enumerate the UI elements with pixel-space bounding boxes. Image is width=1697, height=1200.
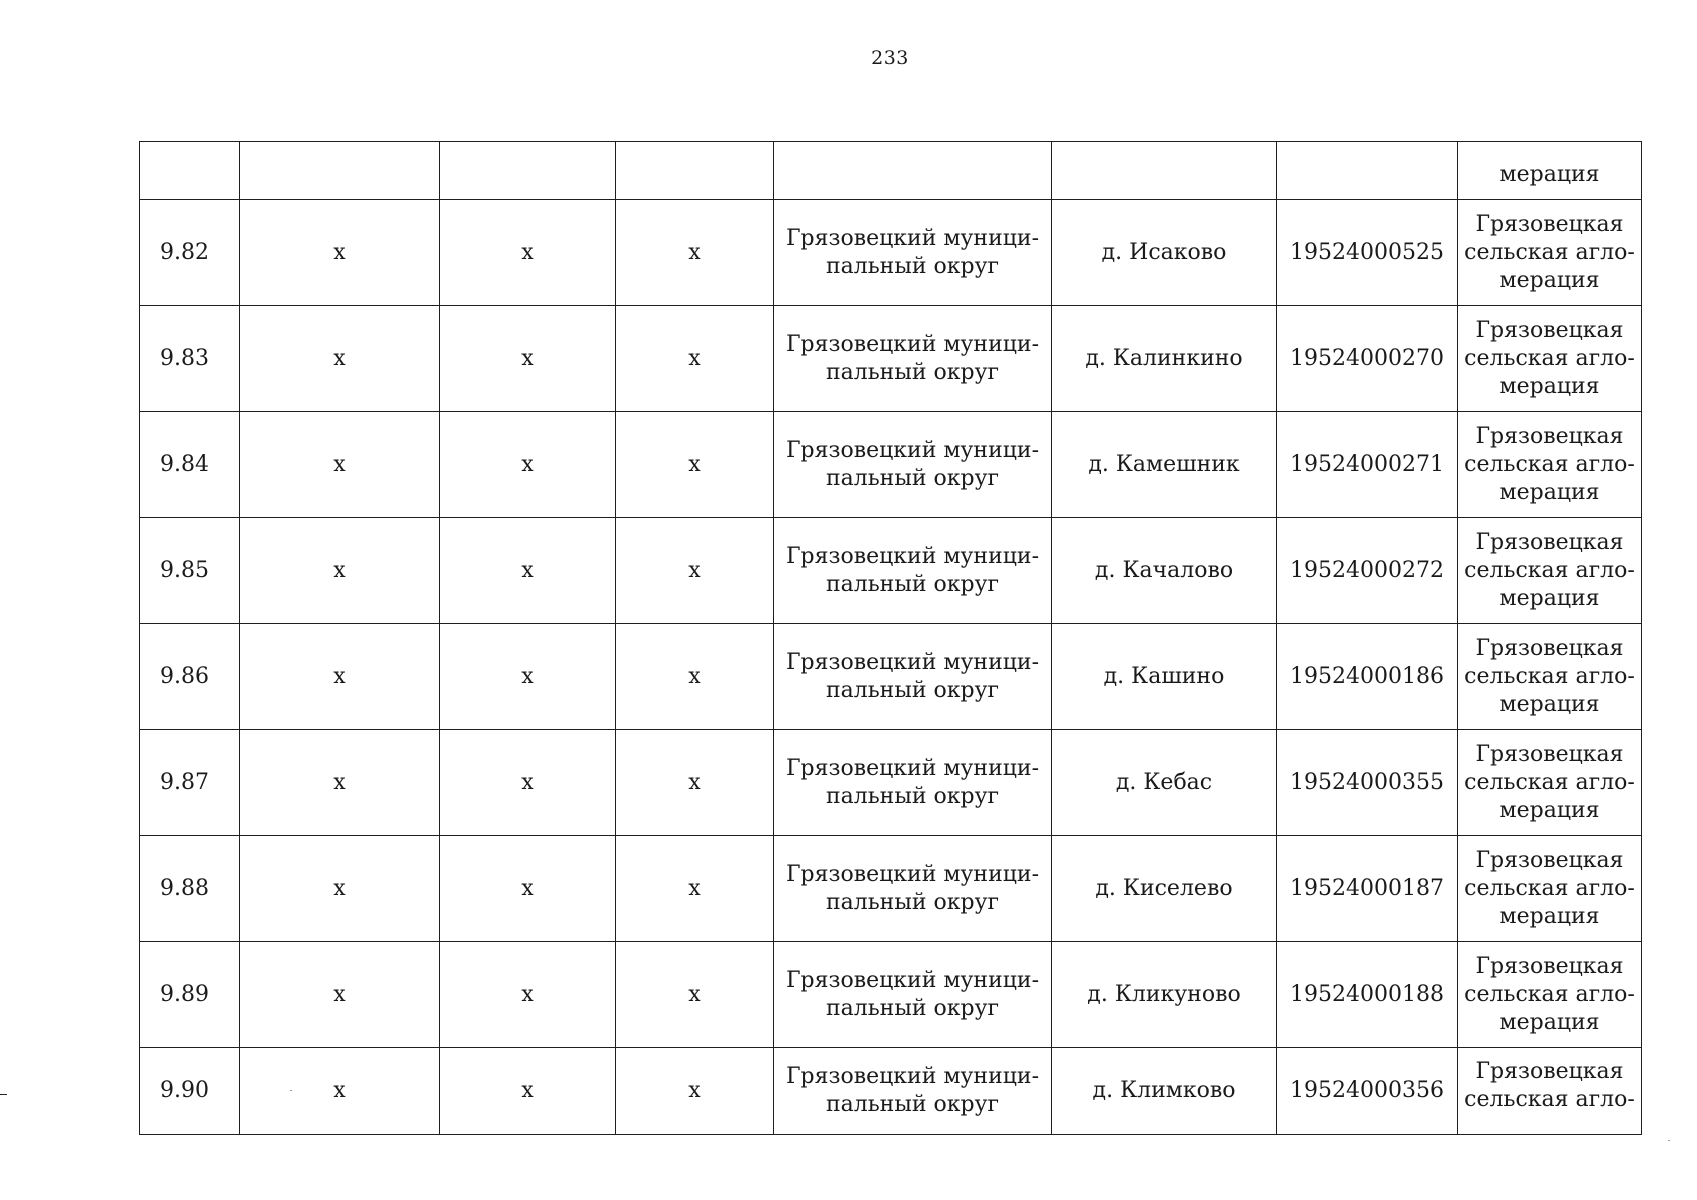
x-cell: х [240,412,440,518]
code-cell: 19524000187 [1277,836,1458,942]
x-cell: х [616,1048,774,1135]
table-row [140,836,1642,942]
row-number-cell: 9.87 [140,730,240,836]
x-cell: х [440,942,616,1048]
table-cell [616,142,774,200]
code-cell: 19524000525 [1277,200,1458,306]
district-cell: Грязовецкий муници- пальный округ [774,1048,1052,1135]
x-cell: х [240,624,440,730]
settlements-table [139,141,1642,1135]
district-cell: Грязовецкий муници- пальный округ [774,730,1052,836]
x-cell: х [616,624,774,730]
table-body [140,142,1642,1135]
code-cell: 19524000355 [1277,730,1458,836]
x-cell: х [616,518,774,624]
code-cell: 19524000272 [1277,518,1458,624]
settlement-cell: д. Исаково [1052,200,1277,306]
agglomeration-cell: Грязовецкая сельская агло- мерация [1458,730,1642,836]
x-cell: х [440,200,616,306]
x-cell: х [440,412,616,518]
district-cell: Грязовецкий муници- пальный округ [774,200,1052,306]
settlement-cell: д. Киселево [1052,836,1277,942]
row-number-cell: 9.85 [140,518,240,624]
agglomeration-cell: Грязовецкая сельская агло- мерация [1458,942,1642,1048]
row-number-cell: 9.84 [140,412,240,518]
x-cell: х [240,1048,440,1135]
table-row [140,200,1642,306]
code-cell: 19524000186 [1277,624,1458,730]
row-number-cell: 9.86 [140,624,240,730]
district-cell: Грязовецкий муници- пальный округ [774,942,1052,1048]
settlement-cell: д. Климково [1052,1048,1277,1135]
x-cell: х [440,1048,616,1135]
table-cell [1052,142,1277,200]
settlement-cell: д. Калинкино [1052,306,1277,412]
x-cell: х [440,836,616,942]
x-cell: х [240,836,440,942]
settlement-cell: д. Кликуново [1052,942,1277,1048]
table-row [140,518,1642,624]
district-cell: Грязовецкий муници- пальный округ [774,412,1052,518]
table-row [140,624,1642,730]
code-cell: 19524000270 [1277,306,1458,412]
x-cell: х [240,200,440,306]
table-cell [240,142,440,200]
settlement-cell: д. Камешник [1052,412,1277,518]
agglomeration-cell: мерация [1458,142,1642,200]
x-cell: х [440,518,616,624]
district-cell: Грязовецкий муници- пальный округ [774,306,1052,412]
row-number-cell: 9.89 [140,942,240,1048]
district-cell: Грязовецкий муници- пальный округ [774,836,1052,942]
code-cell: 19524000271 [1277,412,1458,518]
row-number-cell: 9.90 [140,1048,240,1135]
continuation-row [140,142,1642,200]
agglomeration-cell: Грязовецкая сельская агло- мерация [1458,412,1642,518]
district-cell: Грязовецкий муници- пальный округ [774,624,1052,730]
x-cell: х [616,412,774,518]
row-number-cell: 9.82 [140,200,240,306]
agglomeration-cell: Грязовецкая сельская агло- [1458,1048,1642,1135]
x-cell: х [440,306,616,412]
settlement-cell: д. Кашино [1052,624,1277,730]
agglomeration-cell: Грязовецкая сельская агло- мерация [1458,518,1642,624]
table-row [140,730,1642,836]
table-row [140,306,1642,412]
x-cell: х [616,942,774,1048]
district-cell: Грязовецкий муници- пальный округ [774,518,1052,624]
agglomeration-cell: Грязовецкая сельская агло- мерация [1458,306,1642,412]
x-cell: х [240,730,440,836]
table-row [140,942,1642,1048]
agglomeration-cell: Грязовецкая сельская агло- мерация [1458,836,1642,942]
row-number-cell: 9.83 [140,306,240,412]
table-cell [140,142,240,200]
code-cell: 19524000356 [1277,1048,1458,1135]
x-cell: х [616,730,774,836]
settlement-cell: д. Качалово [1052,518,1277,624]
table-cell [774,142,1052,200]
agglomeration-cell: Грязовецкая сельская агло- мерация [1458,624,1642,730]
table-row [140,412,1642,518]
x-cell: х [240,518,440,624]
x-cell: х [440,624,616,730]
scan-speck [290,1090,292,1091]
agglomeration-cell: Грязовецкая сельская агло- мерация [1458,200,1642,306]
settlement-cell: д. Кебас [1052,730,1277,836]
page-number: 233 [871,47,909,69]
code-cell: 19524000188 [1277,942,1458,1048]
table-cell [440,142,616,200]
scan-edge-mark [0,1094,7,1095]
row-number-cell: 9.88 [140,836,240,942]
x-cell: х [616,306,774,412]
x-cell: х [616,836,774,942]
x-cell: х [240,942,440,1048]
table-row [140,1048,1642,1135]
table-cell [1277,142,1458,200]
x-cell: х [440,730,616,836]
x-cell: х [616,200,774,306]
x-cell: х [240,306,440,412]
scan-speck [1668,1140,1670,1141]
